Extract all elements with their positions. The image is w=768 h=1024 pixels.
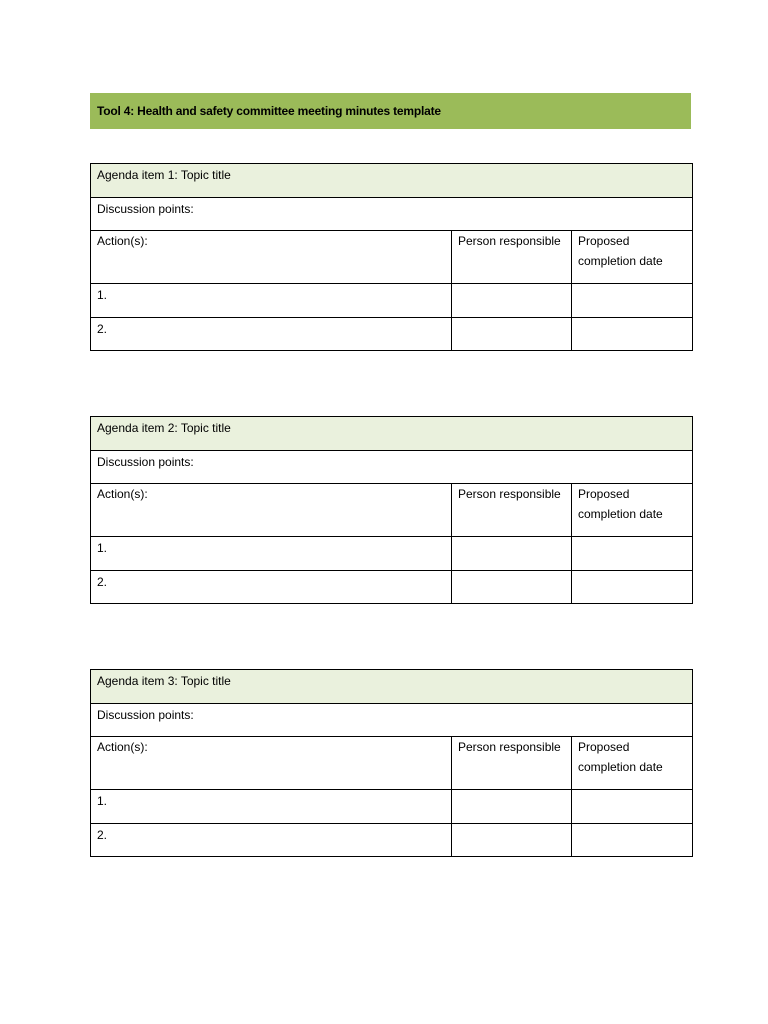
agenda-item-table bbox=[90, 416, 693, 604]
person-responsible-header-cell: Person responsible bbox=[452, 737, 572, 790]
person-responsible-cell[interactable] bbox=[452, 537, 572, 571]
person-responsible-header-cell: Person responsible bbox=[452, 231, 572, 284]
completion-date-cell[interactable] bbox=[572, 318, 693, 351]
person-responsible-cell[interactable] bbox=[452, 318, 572, 351]
agenda-item-table bbox=[90, 163, 693, 351]
discussion-points-cell[interactable]: Discussion points: bbox=[91, 198, 693, 231]
completion-date-cell[interactable] bbox=[572, 571, 693, 604]
completion-date-cell[interactable] bbox=[572, 537, 693, 571]
completion-date-header-cell: Proposed completion date bbox=[572, 231, 693, 284]
action-item-cell[interactable]: 1. bbox=[91, 284, 452, 318]
action-item-cell[interactable]: 2. bbox=[91, 824, 452, 857]
completion-date-cell[interactable] bbox=[572, 790, 693, 824]
discussion-points-cell[interactable]: Discussion points: bbox=[91, 451, 693, 484]
completion-date-cell[interactable] bbox=[572, 824, 693, 857]
document-title: Tool 4: Health and safety committee meeting minutes template bbox=[90, 93, 691, 129]
topic-title-cell[interactable]: Agenda item 2: Topic title bbox=[91, 417, 693, 451]
completion-date-cell[interactable] bbox=[572, 284, 693, 318]
actions-header-cell: Action(s): bbox=[91, 737, 452, 790]
discussion-points-cell[interactable]: Discussion points: bbox=[91, 704, 693, 737]
person-responsible-cell[interactable] bbox=[452, 284, 572, 318]
action-item-cell[interactable]: 1. bbox=[91, 537, 452, 571]
person-responsible-cell[interactable] bbox=[452, 790, 572, 824]
topic-title-cell[interactable]: Agenda item 1: Topic title bbox=[91, 164, 693, 198]
topic-title-cell[interactable]: Agenda item 3: Topic title bbox=[91, 670, 693, 704]
person-responsible-cell[interactable] bbox=[452, 824, 572, 857]
completion-date-header-cell: Proposed completion date bbox=[572, 737, 693, 790]
action-item-cell[interactable]: 2. bbox=[91, 571, 452, 604]
actions-header-cell: Action(s): bbox=[91, 231, 452, 284]
person-responsible-header-cell: Person responsible bbox=[452, 484, 572, 537]
completion-date-header-cell: Proposed completion date bbox=[572, 484, 693, 537]
action-item-cell[interactable]: 1. bbox=[91, 790, 452, 824]
actions-header-cell: Action(s): bbox=[91, 484, 452, 537]
action-item-cell[interactable]: 2. bbox=[91, 318, 452, 351]
person-responsible-cell[interactable] bbox=[452, 571, 572, 604]
agenda-item-table bbox=[90, 669, 693, 857]
